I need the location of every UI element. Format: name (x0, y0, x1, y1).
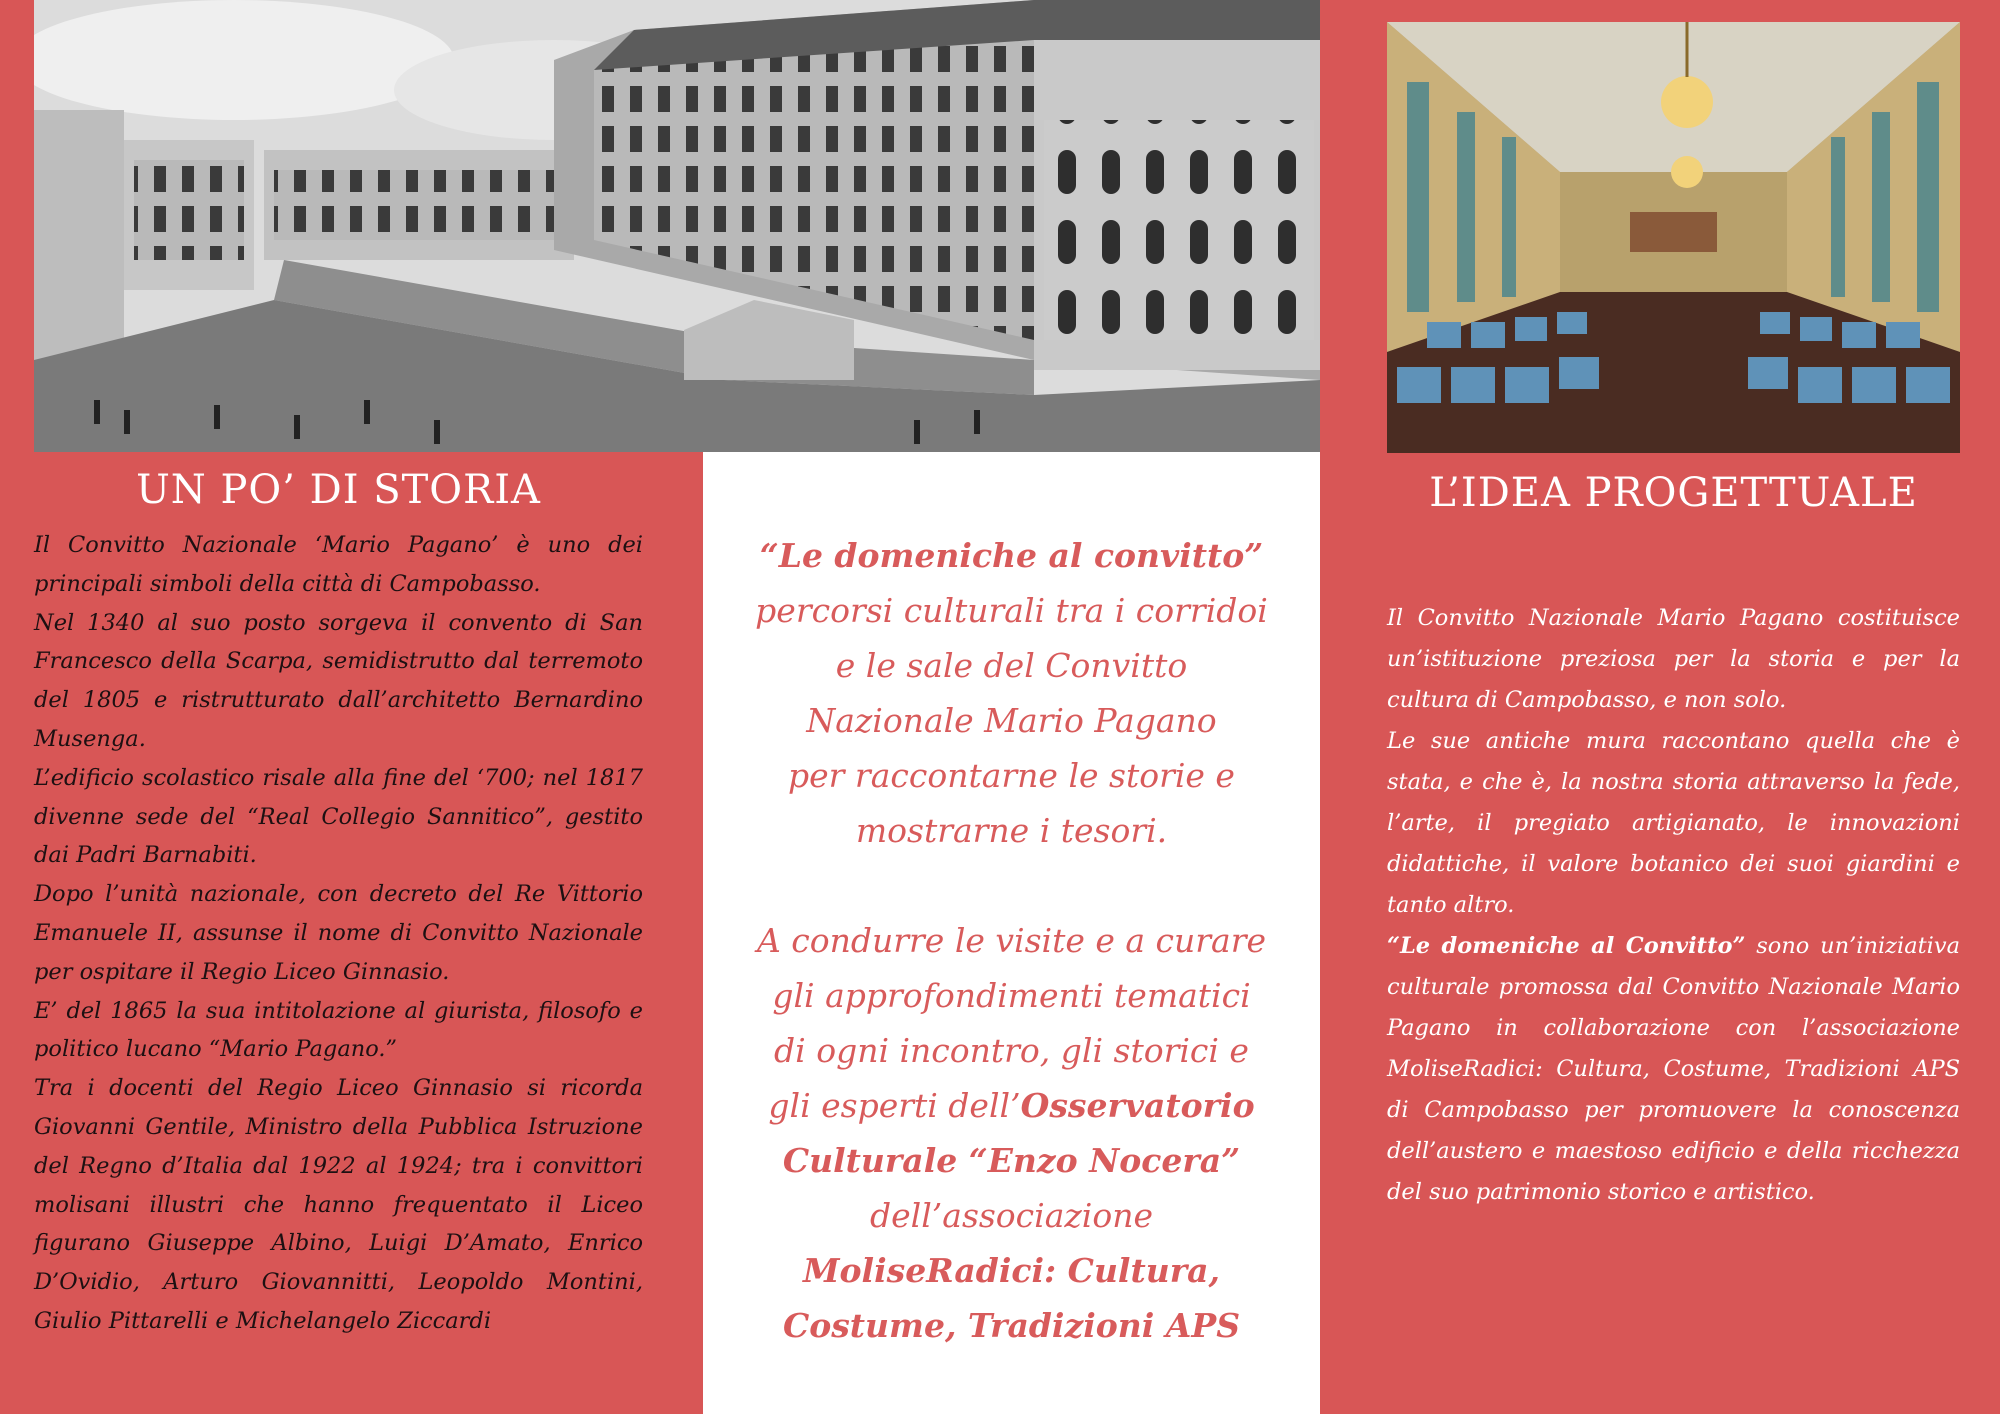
project-paragraph: Il Convitto Nazionale Mario Pagano costituisce un’istituzione preziosa per la storia e per la cultura di Campobasso, e non solo. (1387, 605, 1960, 713)
event-line: di ogni incontro, gli storici e (774, 1031, 1249, 1070)
history-paragraph: Il Convitto Nazionale ‘Mario Pagano’ è uno dei principali simboli della città di Campobasso. (34, 532, 643, 597)
event-line: Nazionale Mario Pagano (806, 701, 1217, 740)
history-text (34, 526, 643, 1341)
project-highlight: “Le domeniche al Convitto” (1387, 933, 1746, 959)
history-paragraph: Dopo l’unità nazionale, con decreto del Re Vittorio Emanuele II, assunse il nome di Convitto Nazionale per ospitare il Regio Liceo Ginnasio. (34, 881, 643, 985)
interior-hall-image (1387, 22, 1960, 453)
history-paragraph: L’edificio scolastico risale alla fine del ‘700; nel 1817 divenne sede del “Real Collegio Sannitico”, gestito dai Padri Barnabiti. (34, 764, 643, 869)
project-text (1387, 598, 1960, 1213)
right-section-title: L’IDEA PROGETTUALE (1429, 470, 1918, 516)
event-line-prefix: gli esperti dell’ (768, 1086, 1021, 1125)
historical-building-image (34, 0, 1320, 452)
project-paragraph: Le sue antiche mura raccontano quella che è stata, e che è, la nostra storia attraverso la fede, l’arte, il pregiato artigianato, le innovazioni didattiche, il valore botanico dei suoi giardini e tanto altro. (1387, 728, 1960, 918)
project-paragraph (1387, 926, 1960, 1213)
spacer (723, 858, 1300, 913)
assoc-name-2: Costume, Tradizioni APS (782, 1306, 1241, 1345)
event-title: “Le domeniche al convitto” (759, 536, 1264, 575)
event-description (723, 528, 1300, 1353)
event-line: e le sale del Convitto (835, 646, 1188, 685)
event-line: A condurre le visite e a curare (756, 921, 1267, 960)
project-paragraph-rest: sono un’iniziativa culturale promossa dal Convitto Nazionale Mario Pagano in collaborazione con l’associazione MoliseRadici: Cultura, Costume, Tradizioni APS di Campobasso per promuovere la conoscenza dell’austero e maestoso edificio e della ricchezza del suo patrimonio storico e artistico. (1387, 933, 1960, 1205)
history-paragraph: Tra i docenti del Regio Liceo Ginnasio si ricorda Giovanni Gentile, Ministro della Pubblica Istruzione del Regno d’Italia dal 1922 al 1924; tra i convittori molisani illustri che hanno frequentato il Liceo figurano Giuseppe Albino, Luigi D’Amato, Enrico D’Ovidio, Arturo Giovannitti, Leopoldo Montini, Giulio Pittarelli e Michelangelo Ziccardi (34, 1075, 643, 1334)
event-line: gli approfondimenti tematici (772, 976, 1251, 1015)
left-section-title: UN PO’ DI STORIA (136, 467, 541, 513)
event-line: percorsi culturali tra i corridoi (755, 591, 1268, 630)
org-name-2: Culturale “Enzo Nocera” (782, 1141, 1241, 1180)
event-line: mostrarne i tesori. (855, 811, 1168, 850)
event-line: per raccontarne le storie e (788, 756, 1235, 795)
assoc-label: dell’associazione (870, 1196, 1153, 1235)
event-line (723, 1078, 1300, 1133)
history-paragraph: E’ del 1865 la sua intitolazione al giurista, filosofo e politico lucano “Mario Pagano.” (34, 997, 643, 1063)
assoc-name-1: MoliseRadici: Cultura, (803, 1251, 1220, 1290)
history-paragraph: Nel 1340 al suo posto sorgeva il convento di San Francesco della Scarpa, semidistrutto dal terremoto del 1805 e ristrutturato dall’architetto Bernardino Musenga. (34, 609, 643, 752)
org-name-1: Osservatorio (1020, 1086, 1255, 1125)
